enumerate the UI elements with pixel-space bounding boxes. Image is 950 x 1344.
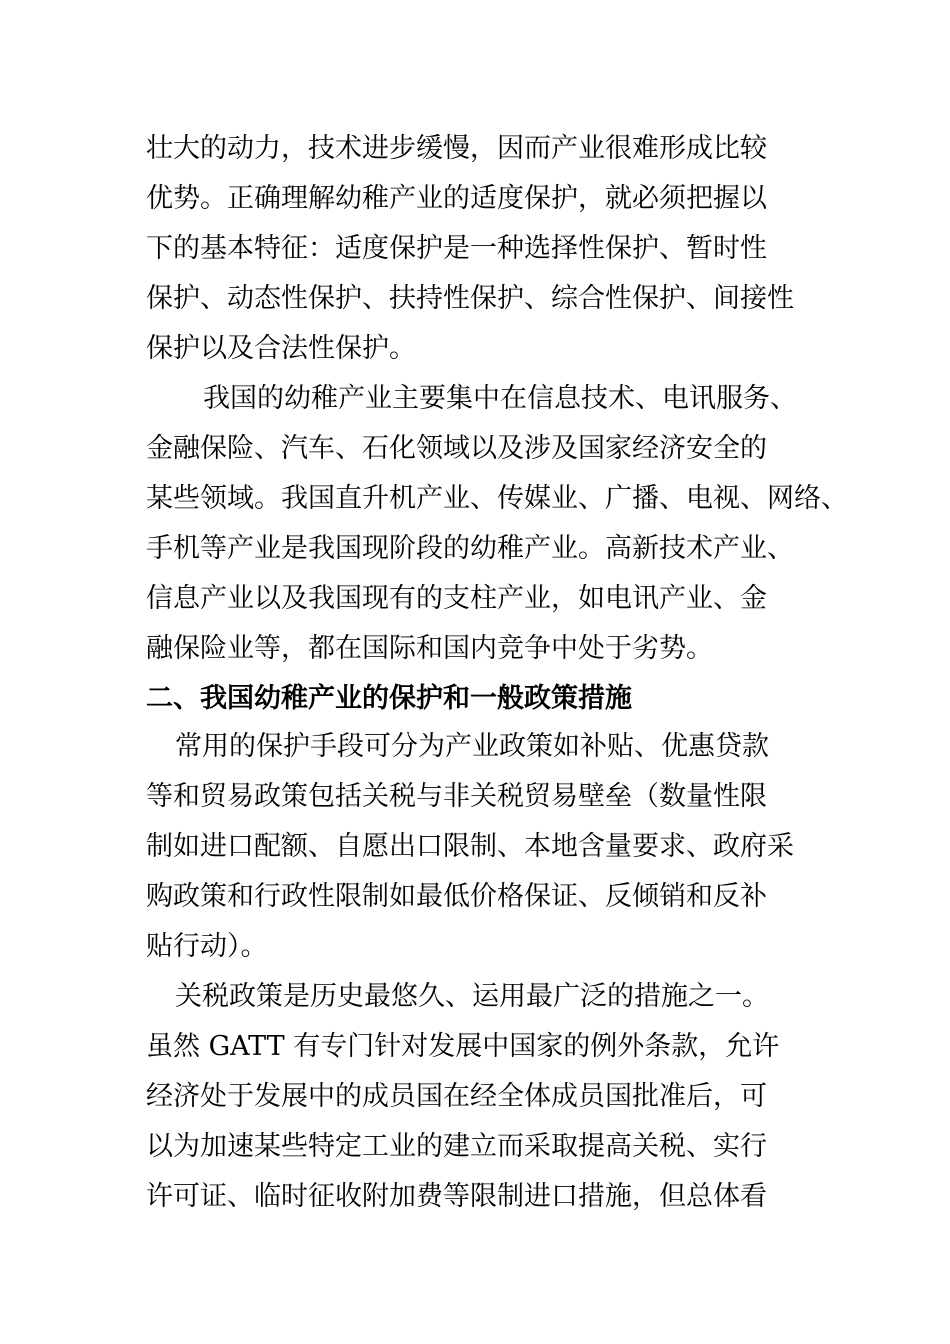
paragraph-1-line: 保护以及合法性保护。 xyxy=(146,333,416,364)
paragraph-2-line: 金融保险、汽车、石化领域以及涉及国家经济安全的 xyxy=(146,433,767,464)
paragraph-4-line: 经济处于发展中的成员国在经全体成员国批准后，可 xyxy=(146,1081,767,1112)
paragraph-3-line: 制如进口配额、自愿出口限制、本地含量要求、政府采 xyxy=(146,831,794,862)
paragraph-1-line: 优势。正确理解幼稚产业的适度保护，就必须把握以 xyxy=(146,183,767,214)
paragraph-4-line: 关税政策是历史最悠久、运用最广泛的措施之一。 xyxy=(175,981,769,1012)
paragraph-2-line: 手机等产业是我国现阶段的幼稚产业。高新技术产业、 xyxy=(146,533,794,564)
paragraph-1-line: 下的基本特征：适度保护是一种选择性保护、暂时性 xyxy=(146,233,767,264)
paragraph-1-line: 保护、动态性保护、扶持性保护、综合性保护、间接性 xyxy=(146,283,794,314)
section-heading: 二、我国幼稚产业的保护和一般政策措施 xyxy=(146,683,632,714)
paragraph-3-line: 贴行动）。 xyxy=(146,931,268,962)
paragraph-2-line: 融保险业等，都在国际和国内竞争中处于劣势。 xyxy=(146,633,713,664)
paragraph-4-line: 以为加速某些特定工业的建立而采取提高关税、实行 xyxy=(146,1131,767,1162)
paragraph-4-line: 虽然 GATT 有专门针对发展中国家的例外条款，允许 xyxy=(146,1031,780,1062)
paragraph-3-line: 等和贸易政策包括关税与非关税贸易壁垒（数量性限 xyxy=(146,781,767,812)
paragraph-3-line: 购政策和行政性限制如最低价格保证、反倾销和反补 xyxy=(146,881,767,912)
paragraph-4-line: 许可证、临时征收附加费等限制进口措施，但总体看 xyxy=(146,1181,767,1212)
paragraph-1-line: 壮大的动力，技术进步缓慢，因而产业很难形成比较 xyxy=(146,133,767,164)
paragraph-2-line: 某些领域。我国直升机产业、传媒业、广播、电视、网络、 xyxy=(146,483,848,514)
paragraph-3-line: 常用的保护手段可分为产业政策如补贴、优惠贷款 xyxy=(175,731,769,762)
paragraph-2-line: 信息产业以及我国现有的支柱产业，如电讯产业、金 xyxy=(146,583,767,614)
paragraph-2-line: 我国的幼稚产业主要集中在信息技术、电讯服务、 xyxy=(203,383,797,414)
